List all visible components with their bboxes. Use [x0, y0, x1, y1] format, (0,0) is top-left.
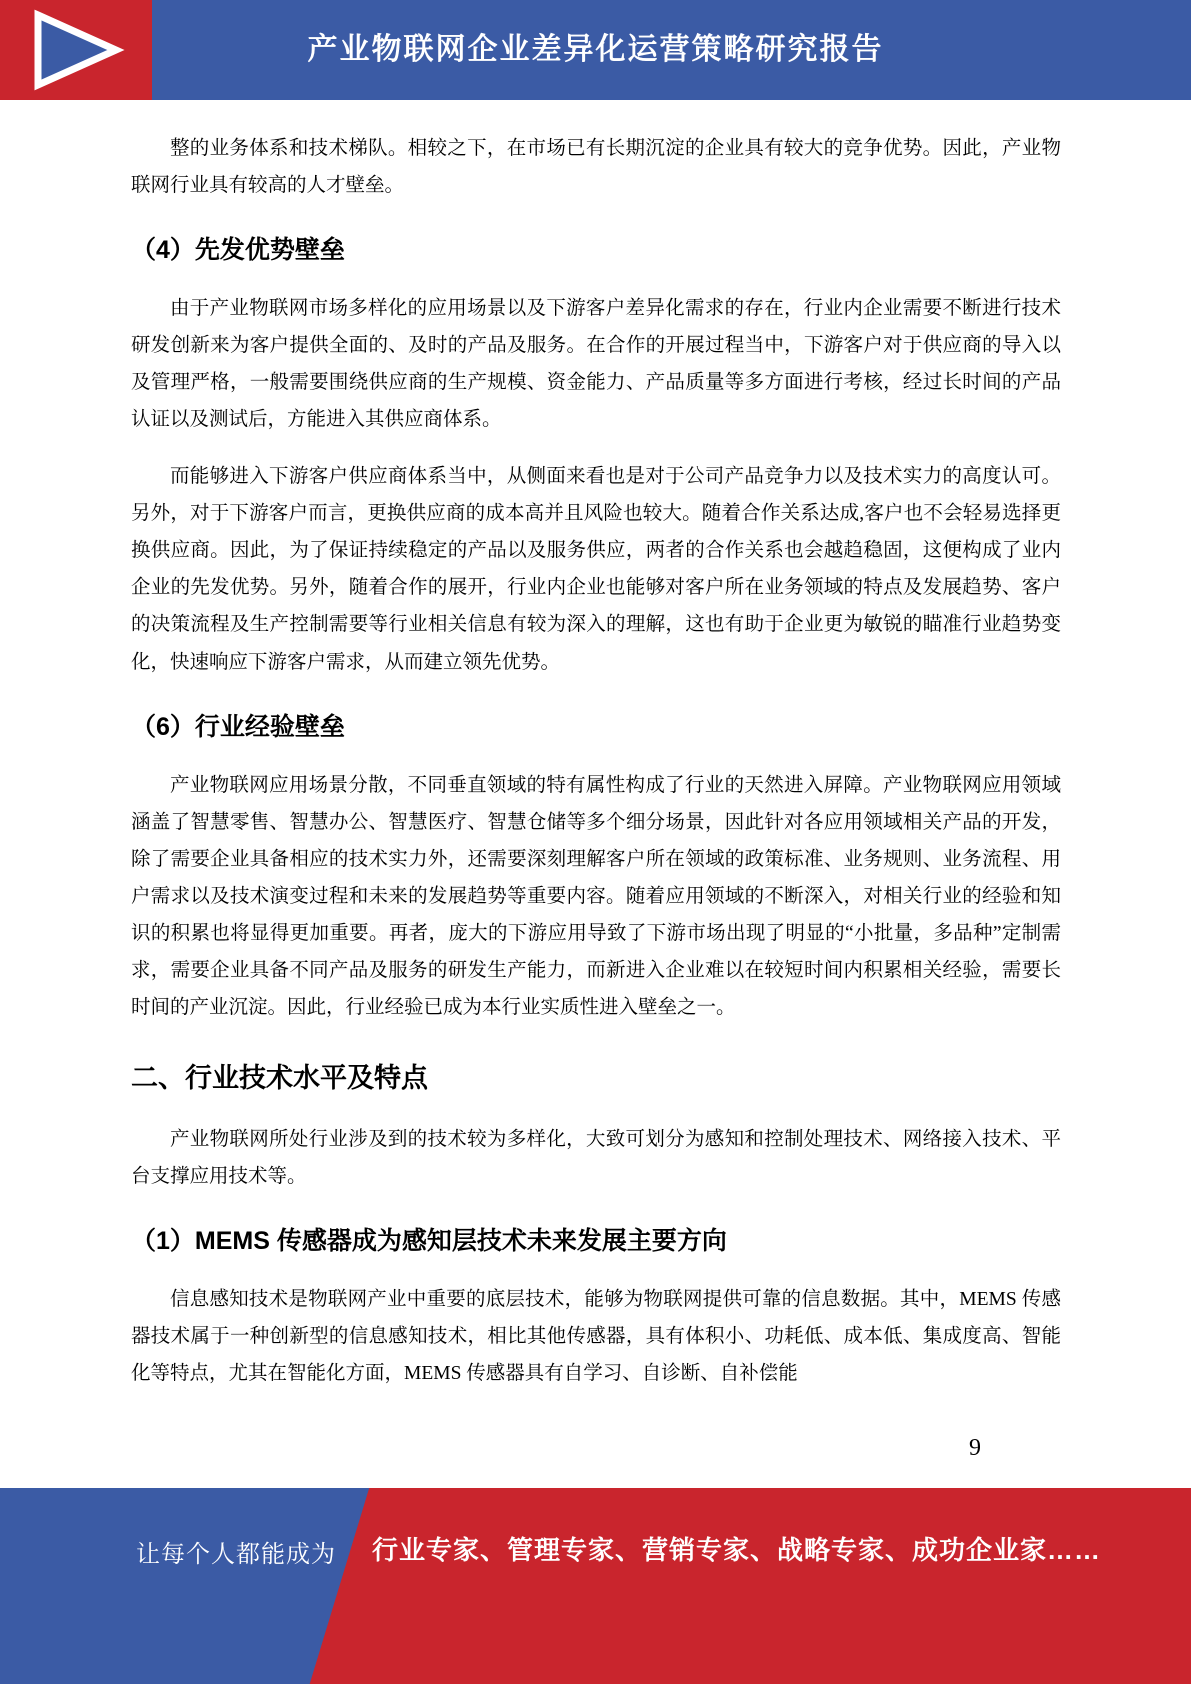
paragraph: 信息感知技术是物联网产业中重要的底层技术，能够为物联网提供可靠的信息数据。其中，MEMS 传感器技术属于一种创新型的信息感知技术，相比其他传感器，具有体积小、功耗低、成本低、集成度高、智能化等特点，尤其在智能化方面，MEMS 传感器具有自学习、自诊断、自补偿能	[131, 1288, 1061, 1385]
paragraph: 产业物联网所处行业涉及到的技术较为多样化，大致可划分为感知和控制处理技术、网络接入技术、平台支撑应用技术等。	[131, 1128, 1061, 1187]
chapter-heading-2: 二、行业技术水平及特点	[131, 1062, 428, 1093]
footer-slogan-left: 让每个人都能成为	[136, 1541, 336, 1568]
section-heading-1-mems: （1）MEMS 传感器成为感知层技术未来发展主要方向	[131, 1226, 727, 1255]
paragraph: 整的业务体系和技术梯队。相较之下，在市场已有长期沉淀的企业具有较大的竞争优势。因此，产业物联网行业具有较高的人才壁垒。	[131, 138, 1061, 197]
footer-slogan-right: 行业专家、管理专家、营销专家、战略专家、成功企业家……	[372, 1535, 1102, 1565]
section-heading-6: （6）行业经验壁垒	[131, 712, 345, 741]
section-heading-4: （4）先发优势壁垒	[131, 236, 345, 265]
page-header	[0, 0, 1191, 100]
page-footer	[0, 1488, 1191, 1684]
page-number: 9	[969, 1435, 981, 1461]
page-content	[0, 100, 1191, 1412]
paragraph: 由于产业物联网市场多样化的应用场景以及下游客户差异化需求的存在，行业内企业需要不断进行技术研发创新来为客户提供全面的、及时的产品及服务。在合作的开展过程当中，下游客户对于供应商的导入以及管理严格，一般需要围绕供应商的生产规模、资金能力、产品质量等多方面进行考核，经过长时间的产品认证以及测试后，方能进入其供应商体系。	[131, 298, 1061, 431]
footer-red-band	[0, 1488, 1191, 1684]
paragraph: 而能够进入下游客户供应商体系当中，从侧面来看也是对于公司产品竞争力以及技术实力的高度认可。另外，对于下游客户而言，更换供应商的成本高并且风险也较大。随着合作关系达成,客户也不会轻易选择更换供应商。因此，为了保证持续稳定的产品以及服务供应，两者的合作关系也会越趋稳固，这便构成了业内企业的先发优势。另外，随着合作的展开，行业内企业也能够对客户所在业务领域的特点及发展趋势、客户的决策流程及生产控制需要等行业相关信息有较为深入的理解，这也有助于企业更为敏锐的瞄准行业趋势变化，快速响应下游客户需求，从而建立领先优势。	[131, 466, 1061, 673]
report-title: 产业物联网企业差异化运营策略研究报告	[307, 33, 884, 66]
paragraph: 产业物联网应用场景分散，不同垂直领域的特有属性构成了行业的天然进入屏障。产业物联网应用领域涵盖了智慧零售、智慧办公、智慧医疗、智慧仓储等多个细分场景，因此针对各应用领域相关产品的开发，除了需要企业具备相应的技术实力外，还需要深刻理解客户所在领域的政策标准、业务规则、业务流程、用户需求以及技术演变过程和未来的发展趋势等重要内容。随着应用领域的不断深入，对相关行业的经验和知识的积累也将显得更加重要。再者，庞大的下游应用导致了下游市场出现了明显的“小批量，多品种”定制需求，需要企业具备不同产品及服务的研发生产能力，而新进入企业难以在较短时间内积累相关经验，需要长时间的产业沉淀。因此，行业经验已成为本行业实质性进入壁垒之一。	[131, 774, 1061, 1018]
